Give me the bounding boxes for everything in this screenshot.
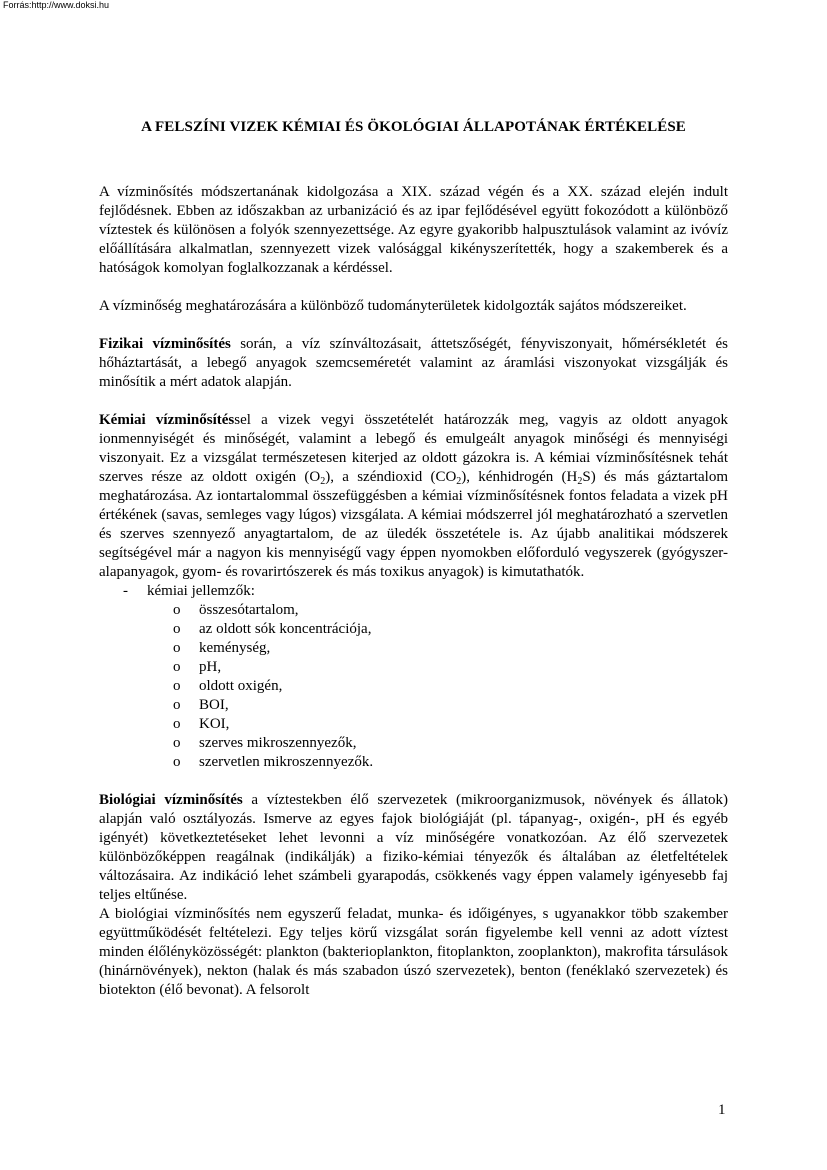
list-item-text: az oldott sók koncentrációja, xyxy=(199,621,372,637)
list-item-text: szerves mikroszennyezők, xyxy=(199,735,357,751)
circle-bullet: o xyxy=(173,640,181,656)
list-item-text: összesótartalom, xyxy=(199,602,299,618)
chemical-text-2: ), a széndioxid (CO xyxy=(325,469,457,485)
source-url: Forrás:http://www.doksi.hu xyxy=(3,0,110,10)
subscript: 2 xyxy=(577,476,583,487)
paragraph-biological-2: A biológiai vízminősítés nem egyszerű feladat, munka- és időigényes, s ugyanakkor több szakember együttműködését feltételezi. Egy teljes körű vizsgálat során figyelembe kell venni az adott víztest minden élőlényközösségét: plankton (bakterioplankton, fitoplankton, zooplankton), makrofita társulások (hinárnövények), nekton (halak és más szabadon úszó szervezetek), benton (fenéklakó szervezetek) és biotekton (élő bevonat). A felsorolt xyxy=(99,906,728,998)
paragraph-chemical xyxy=(99,411,728,582)
subscript: 2 xyxy=(456,476,462,487)
list-item xyxy=(99,658,728,677)
list-item-text: BOI, xyxy=(199,697,229,713)
circle-bullet: o xyxy=(173,716,181,732)
chemical-features-list xyxy=(99,601,728,772)
list-item-text: pH, xyxy=(199,659,222,675)
circle-bullet: o xyxy=(173,678,181,694)
chemical-text-4: S) és más gáztartalom meghatározása. Az iontartalommal összefüggésben a kémiai vízminősítésnek fontos feladata a vizek pH értékének (savas, semleges vagy lúgos) vizsgálata. A kémiai módszerrel jól meghatározható a szervetlen és szerves szennyező anyagtartalom, de az üledék összetétele is. Az újabb analitikai módszerek segítségével már a nagyon kis mennyiségű vagy éppen nyomokben előforduló vegyszerek (gyógyszer-alapanyagok, gyom- és rovarirtószerek és más toxikus anyagok) is kimutathatók. xyxy=(99,469,728,580)
paragraph-methods: A vízminőség meghatározására a különböző tudományterületek kidolgozták sajátos módszereiket. xyxy=(99,298,687,314)
circle-bullet: o xyxy=(173,602,181,618)
circle-bullet: o xyxy=(173,754,181,770)
list-item xyxy=(99,753,728,772)
list-item xyxy=(99,620,728,639)
term-physical: Fizikai vízminősítés xyxy=(99,336,231,352)
list-item-text: keménység, xyxy=(199,640,271,656)
list-item xyxy=(99,715,728,734)
circle-bullet: o xyxy=(173,621,181,637)
list-item xyxy=(99,677,728,696)
list-item xyxy=(99,601,728,620)
chemical-text-3: ), kénhidrogén (H xyxy=(461,469,578,485)
list-item-text: KOI, xyxy=(199,716,230,732)
subscript: 2 xyxy=(320,476,326,487)
paragraph-physical-text: során, a víz színváltozásait, áttetszőségét, fényviszonyait, hőmérsékletét és hőháztartását, a lebegő anyagok szemcseméretét valamint az áramlási viszonyokat vizsgálják és minősítik a mért adatok alapján. xyxy=(99,336,728,390)
circle-bullet: o xyxy=(173,697,181,713)
chemical-text-1: sel a vizek vegyi összetételét határozzák meg, vagyis az oldott anyagok ionmennyiségét és minőségét, valamint a lebegő és emulgeált anyagok minőségi és mennyiségi viszonyait. Ez a vizsgálat természetesen kiterjed az oldott gázokra is. A kémiai vízminősítésnek tehát szerves része az oldott oxigén (O xyxy=(99,412,728,485)
term-chemical: Kémiai vízminősítés xyxy=(99,412,235,428)
list-item xyxy=(99,734,728,753)
list-item xyxy=(99,696,728,715)
paragraph-intro: A vízminősítés módszertanának kidolgozása a XIX. század végén és a XX. század elején indult fejlődésnek. Ebben az időszakban az urbanizáció és az ipar fejlődésével együtt fokozódott a különböző víztestek és különösen a folyók szennyezettsége. Az egyre gyakoribb halpusztulások valamint az ivóvíz előállítására alkalmatlan, szennyezett vizek valósággal kikényszerítették, hogy a szakemberek és a hatóságok komolyan foglalkozzanak a kérdéssel. xyxy=(99,184,728,276)
list-item-text: szervetlen mikroszennyezők. xyxy=(199,754,374,770)
document-body xyxy=(99,183,728,1000)
list-heading-text: kémiai jellemzők: xyxy=(147,583,255,599)
list-heading xyxy=(123,582,728,601)
paragraph-biological xyxy=(99,791,728,905)
paragraph-biological-text: a víztestekben élő szervezetek (mikroorganizmusok, növények és állatok) alapján való osztályozás. Ismerve az egyes fajok biológiáját (pl. tápanyag-, oxigén-, pH és egyéb igényét) következtetéseket lehet levonni a víz minőségére vonatkozóan. Az élő szervezetek különbözőképpen reagálnak (indikálják) a fiziko-kémiai tényezők és általában az életfeltételek változásaira. Az indikáció lehet számbeli gyarapodás, csökkenés vagy éppen valamely igényesebb faj teljes eltűnése. xyxy=(99,792,728,903)
paragraph-physical xyxy=(99,335,728,392)
list-item-text: oldott oxigén, xyxy=(199,678,283,694)
dash-bullet: - xyxy=(123,583,128,599)
circle-bullet: o xyxy=(173,735,181,751)
circle-bullet: o xyxy=(173,659,181,675)
term-biological: Biológiai vízminősítés xyxy=(99,792,243,808)
list-item xyxy=(99,639,728,658)
document-title: A FELSZÍNI VIZEK KÉMIAI ÉS ÖKOLÓGIAI ÁLLAPOTÁNAK ÉRTÉKELÉSE xyxy=(141,119,686,135)
page-number: 1 xyxy=(718,1102,726,1118)
